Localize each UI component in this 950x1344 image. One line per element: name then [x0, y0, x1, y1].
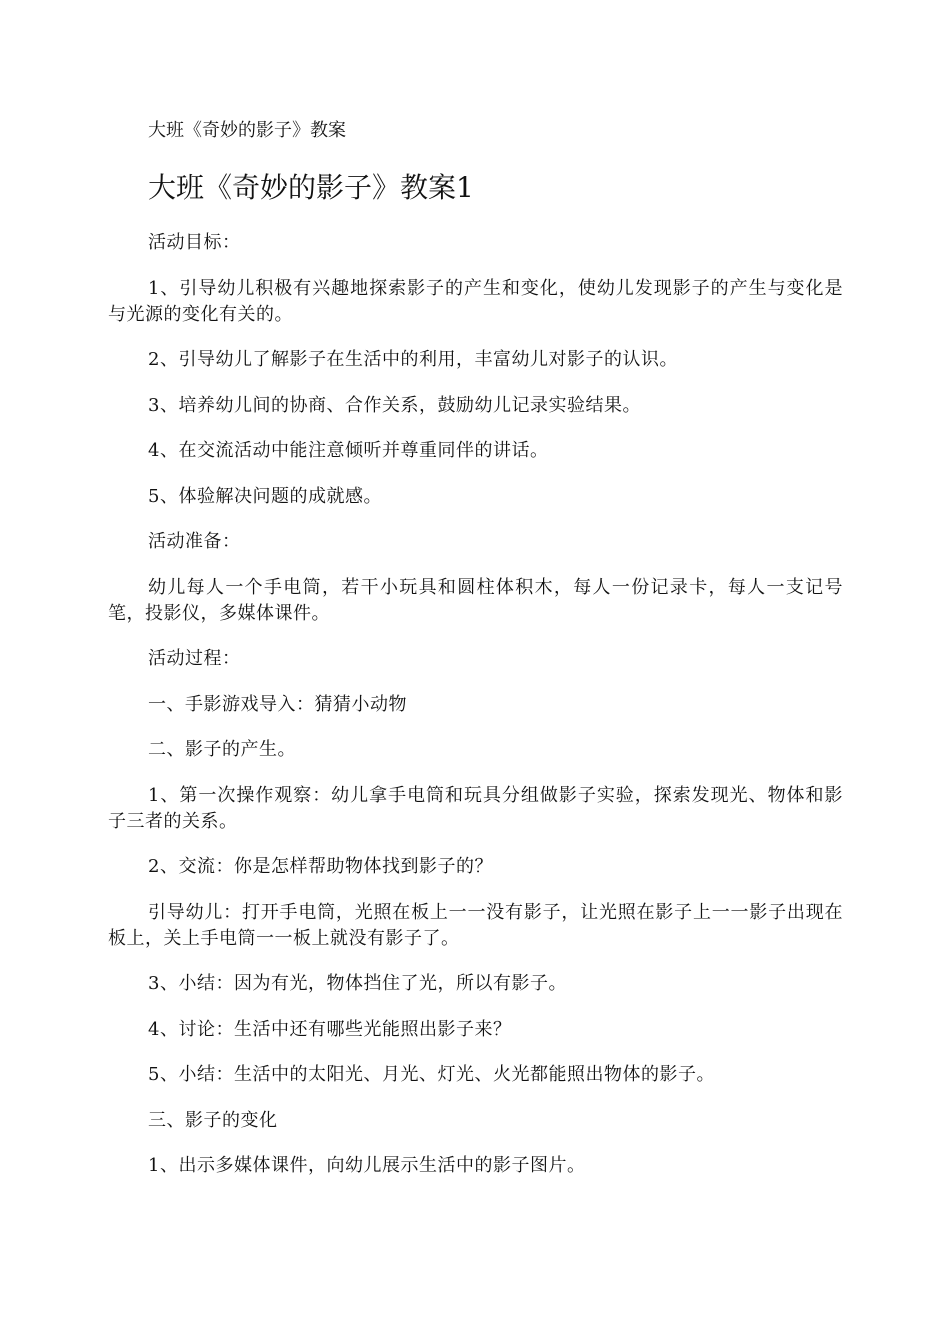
- paragraph: 4、在交流活动中能注意倾听并尊重同伴的讲话。: [148, 440, 549, 461]
- paragraph: 1、第一次操作观察：幼儿拿手电筒和玩具分组做影子实验，探索发现光、物体和影子三者的关系。: [108, 784, 843, 832]
- paragraph: 二、影子的产生。: [148, 739, 296, 760]
- document-body: [108, 230, 843, 1179]
- paragraph: 幼儿每人一个手电筒，若干小玩具和圆柱体积木，每人一份记录卡，每人一支记号笔，投影仪，多媒体课件。: [108, 576, 843, 624]
- paragraph: 1、引导幼儿积极有兴趣地探索影子的产生和变化，使幼儿发现影子的产生与变化是与光源的变化有关的。: [108, 277, 843, 325]
- document-header: 大班《奇妙的影子》教案: [148, 120, 346, 141]
- document-page: [108, 118, 843, 1199]
- paragraph: 1、出示多媒体课件，向幼儿展示生活中的影子图片。: [148, 1155, 586, 1176]
- paragraph: 5、小结：生活中的太阳光、月光、灯光、火光都能照出物体的影子。: [148, 1064, 715, 1085]
- paragraph: 一、手影游戏导入：猜猜小动物: [148, 693, 407, 715]
- document-title: 大班《奇妙的影子》教案1: [148, 171, 474, 204]
- paragraph: 5、体验解决问题的成就感。: [148, 485, 382, 507]
- paragraph: 引导幼儿：打开手电筒，光照在板上一一没有影子，让光照在影子上一一影子出现在板上，关上手电筒一一板上就没有影子了。: [108, 901, 843, 949]
- paragraph: 2、交流：你是怎样帮助物体找到影子的？: [148, 856, 493, 877]
- paragraph: 4、讨论：生活中还有哪些光能照出影子来？: [148, 1018, 512, 1040]
- paragraph: 活动过程：: [148, 648, 241, 669]
- paragraph: 三、影子的变化: [148, 1109, 278, 1131]
- paragraph: 3、小结：因为有光，物体挡住了光，所以有影子。: [148, 973, 567, 994]
- paragraph: 活动准备：: [148, 531, 241, 552]
- paragraph: 3、培养幼儿间的协商、合作关系，鼓励幼儿记录实验结果。: [148, 394, 641, 416]
- paragraph: 2、引导幼儿了解影子在生活中的利用，丰富幼儿对影子的认识。: [148, 349, 678, 370]
- paragraph: 活动目标：: [148, 232, 241, 253]
